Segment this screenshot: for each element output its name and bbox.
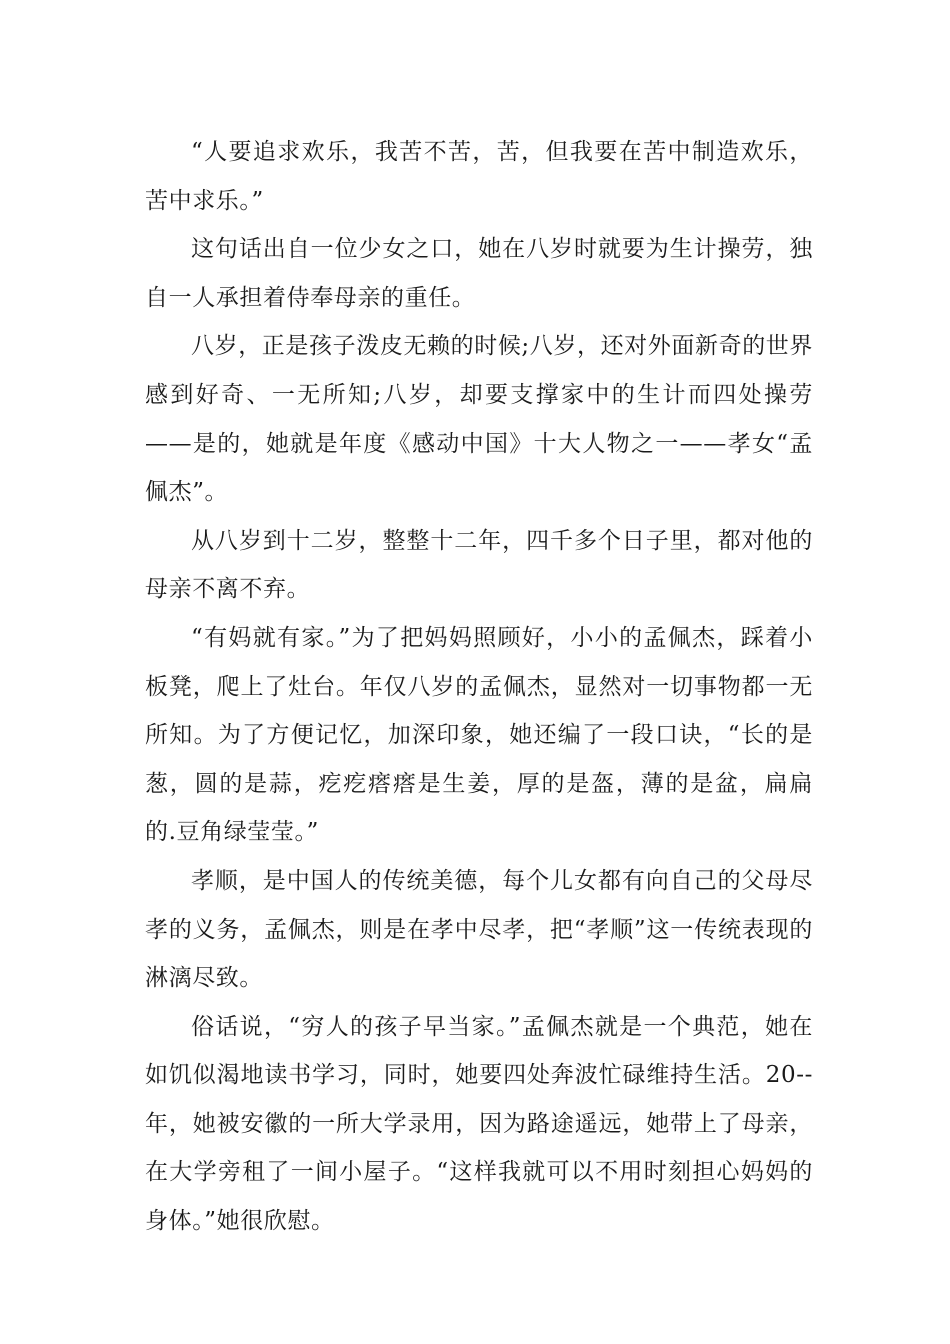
paragraph-5: “有妈就有家。”为了把妈妈照顾好，小小的孟佩杰，踩着小板凳，爬上了灶台。年仅八岁的孟佩杰，显然对一切事物都一无所知。为了方便记忆，加深印象，她还编了一段口诀，“长的是葱，圆的是蒜，疙疙瘩瘩是生姜，厚的是盔，薄的是盆，扁扁的.豆角绿莹莹。”	[145, 624, 813, 846]
paragraph-1: “人要追求欢乐，我苦不苦，苦，但我要在苦中制造欢乐，苦中求乐。”	[145, 139, 813, 214]
paragraph-6: 孝顺，是中国人的传统美德，每个儿女都有向自己的父母尽孝的义务，孟佩杰，则是在孝中尽孝，把“孝顺”这一传统表现的淋漓尽致。	[145, 867, 813, 992]
paragraph-4: 从八岁到十二岁，整整十二年，四千多个日子里，都对他的母亲不离不弃。	[145, 527, 813, 603]
paragraph-2: 这句话出自一位少女之口，她在八岁时就要为生计操劳，独自一人承担着侍奉母亲的重任。	[145, 236, 813, 311]
paragraph-3: 八岁，正是孩子泼皮无赖的时候;八岁，还对外面新奇的世界感到好奇、一无所知;八岁，却要支撑家中的生计而四处操劳——是的，她就是年度《感动中国》十大人物之一——孝女“孟佩杰”。	[145, 333, 813, 506]
paragraph-7: 俗话说，“穷人的孩子早当家。”孟佩杰就是一个典范，她在如饥似渴地读书学习，同时，她要四处奔波忙碌维持生活。20--年，她被安徽的一所大学录用，因为路途遥远，她带上了母亲，在大学旁租了一间小屋子。“这样我就可以不用时刻担心妈妈的身体。”她很欣慰。	[145, 1013, 813, 1235]
document-body	[145, 128, 813, 1246]
